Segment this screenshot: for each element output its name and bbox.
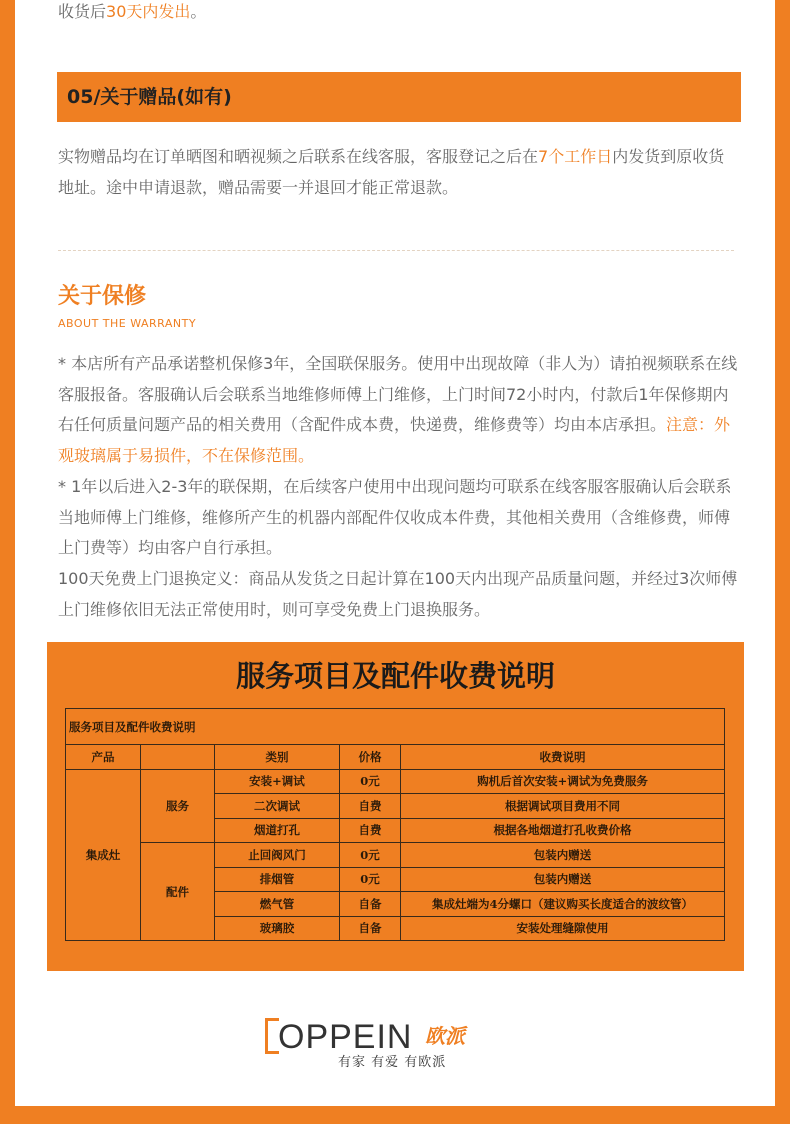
header-note: 收费说明 xyxy=(401,745,725,770)
warranty-paragraph-2: * 1年以后进入2-3年的联保期，在后续客户使用中出现问题均可联系在线客服客服确认后会联系当地师傅上门维修，维修所产生的机器内部配件仅收成本件费，其他相关费用（含维修费，师傅上门费等）均由客户自行承担。 xyxy=(58,476,732,558)
price-cell: 0元 xyxy=(340,843,401,868)
gift-section-title: 05/关于赠品(如有) xyxy=(67,86,232,108)
warranty-paragraph-3: 100天免费上门退换定义：商品从发货之日起计算在100天内出现产品质量问题，并经过3次师傅上门维修依旧无法正常使用时，则可享受免费上门退换服务。 xyxy=(58,568,738,619)
price-cell: 自费 xyxy=(340,818,401,843)
gift-section-text: 实物赠品均在订单晒图和晒视频之后联系在线客服，客服登记之后在7个工作日内发货到原收货地址。途中申请退款，赠品需要一并退回才能正常退款。 xyxy=(58,147,725,197)
table-caption: 服务项目及配件收费说明 xyxy=(66,709,725,745)
item-cell: 烟道打孔 xyxy=(215,818,340,843)
price-cell: 自备 xyxy=(340,892,401,917)
gift-section-header xyxy=(47,72,741,122)
note-cell: 根据调试项目费用不同 xyxy=(401,794,725,819)
note-cell: 包装内赠送 xyxy=(401,843,725,868)
gift-highlight: 7个工作日 xyxy=(538,147,613,166)
product-cell: 集成灶 xyxy=(66,769,141,941)
price-cell: 0元 xyxy=(340,769,401,794)
note-cell: 购机后首次安装+调试为免费服务 xyxy=(401,769,725,794)
header-price: 价格 xyxy=(340,745,401,770)
note-cell: 根据各地烟道打孔收费价格 xyxy=(401,818,725,843)
warranty-subtitle: ABOUT THE WARRANTY xyxy=(58,317,197,330)
frame-right xyxy=(775,0,790,1124)
warranty-title: 关于保修 xyxy=(58,284,147,309)
header-product: 产品 xyxy=(66,745,141,770)
price-cell: 自备 xyxy=(340,916,401,941)
section-divider xyxy=(58,250,734,251)
header-category: 类别 xyxy=(215,745,340,770)
group-service-cell: 服务 xyxy=(141,769,215,843)
shipping-note: 收货后30天内发出。 xyxy=(58,2,207,21)
logo-chinese-mark: 欧派 xyxy=(425,1024,465,1048)
warranty-note: 注意：外观玻璃属于易损件，不在保修范围。 xyxy=(58,415,731,466)
fee-section-title: 服务项目及配件收费说明 xyxy=(235,659,555,693)
note-cell: 集成灶端为4分螺口（建议购买长度适合的波纹管） xyxy=(401,892,725,917)
group-parts-cell: 配件 xyxy=(141,843,215,941)
item-cell: 安装+调试 xyxy=(215,769,340,794)
shipping-highlight: 30天内发出 xyxy=(106,2,191,21)
note-cell: 包装内赠送 xyxy=(401,867,725,892)
note-cell: 安装处理缝隙使用 xyxy=(401,916,725,941)
table-header-row xyxy=(66,745,725,770)
table-row xyxy=(66,769,725,794)
fee-section xyxy=(47,642,744,971)
warranty-paragraph-1: * 本店所有产品承诺整机保修3年，全国联保服务。使用中出现故障（非人为）请拍视频联系在线客服报备。客服确认后会联系当地维修师傅上门维修，上门时间72小时内，付款后1年保修期内右任何质量问题产品的相关费用（含配件成本费，快递费，维修费等）均由本店承担。注意：外观玻璃属于易损件，不在保修范围。 xyxy=(58,354,738,466)
frame-left xyxy=(0,0,15,1124)
price-cell: 0元 xyxy=(340,867,401,892)
brand-slogan: 有家 有爱 有欧派 xyxy=(338,1055,447,1070)
item-cell: 二次调试 xyxy=(215,794,340,819)
fee-table xyxy=(65,708,725,941)
item-cell: 燃气管 xyxy=(215,892,340,917)
warranty-body xyxy=(58,349,738,625)
item-cell: 止回阀风门 xyxy=(215,843,340,868)
price-cell: 自费 xyxy=(340,794,401,819)
logo-bracket xyxy=(265,1018,279,1054)
item-cell: 排烟管 xyxy=(215,867,340,892)
logo-wordmark: OPPEIN xyxy=(278,1018,413,1056)
table-row xyxy=(66,843,725,868)
frame-bottom xyxy=(0,1106,790,1124)
item-cell: 玻璃胶 xyxy=(215,916,340,941)
